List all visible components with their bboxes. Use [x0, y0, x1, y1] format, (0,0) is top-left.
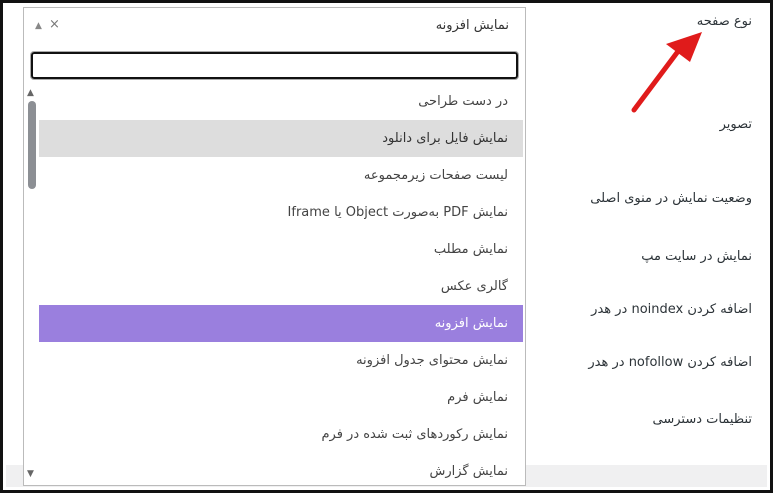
page-type-select[interactable] [23, 7, 526, 43]
search-input[interactable] [31, 52, 518, 79]
option-item[interactable]: نمایش رکوردهای ثبت شده در فرم [321, 427, 508, 442]
options-list [39, 83, 523, 486]
select-current-value: نمایش افزونه [435, 18, 509, 33]
clear-icon[interactable]: × [49, 17, 60, 32]
label-noindex: اضافه کردن noindex در هدر [591, 302, 752, 317]
scroll-up-icon[interactable]: ▲ [27, 88, 34, 98]
option-item[interactable]: گالری عکس [440, 279, 508, 294]
label-image: تصویر [719, 117, 752, 132]
annotation-arrow-icon [620, 30, 710, 120]
option-item[interactable]: نمایش گزارش [429, 464, 508, 479]
label-page-type: نوع صفحه [696, 14, 752, 29]
scrollbar-thumb[interactable] [28, 101, 36, 189]
option-item[interactable]: نمایش فرم [447, 390, 508, 405]
label-nofollow: اضافه کردن nofollow در هدر [588, 355, 752, 370]
option-item[interactable]: نمایش محتوای جدول افزونه [356, 353, 508, 368]
select-dropdown [23, 43, 526, 486]
chevron-up-icon[interactable]: ▲ [35, 21, 42, 31]
option-item[interactable]: لیست صفحات زیرمجموعه [363, 168, 508, 183]
label-sitemap: نمایش در سایت مپ [641, 249, 752, 264]
option-item[interactable]: نمایش افزونه [39, 305, 523, 342]
label-main-menu-status: وضعیت نمایش در منوی اصلی [590, 191, 752, 206]
option-item[interactable]: نمایش مطلب [433, 242, 508, 257]
scroll-down-icon[interactable]: ▼ [27, 469, 34, 479]
option-item[interactable]: نمایش فایل برای دانلود [39, 120, 523, 157]
label-access-settings: تنظیمات دسترسی [652, 412, 752, 427]
option-item[interactable]: در دست طراحی [418, 94, 508, 109]
option-item[interactable]: نمایش PDF به‌صورت Object یا Iframe [287, 205, 508, 220]
